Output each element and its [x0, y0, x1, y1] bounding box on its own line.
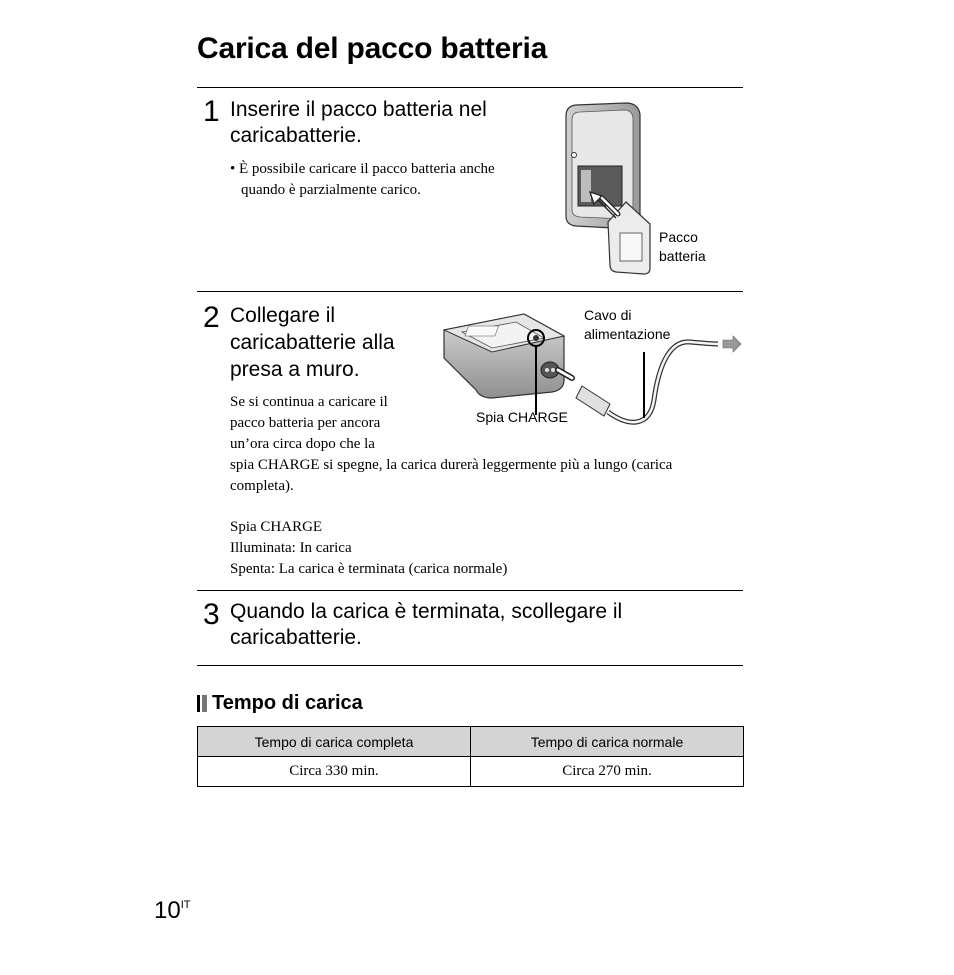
table-header-row: [198, 727, 744, 757]
page-title: Carica del pacco batteria: [197, 32, 548, 65]
step-1-number: 1: [203, 95, 220, 128]
divider: [197, 291, 743, 292]
step-1-heading: [230, 97, 487, 149]
step-2-text-line: completa).: [230, 478, 294, 494]
step-2-text-line: spia CHARGE si spegne, la carica durerà leggermente più a lungo (carica: [230, 457, 673, 473]
step-3-heading-line: caricabatterie.: [230, 626, 362, 649]
charge-time-title-text: Tempo di carica: [212, 692, 363, 714]
table-header-cell: Tempo di carica normale: [471, 727, 744, 757]
charge-lamp-status: [230, 517, 507, 580]
page-number-suffix: IT: [180, 899, 191, 911]
step-3-number: 3: [203, 598, 220, 631]
charge-time-section-title: [197, 692, 363, 715]
charge-lamp-label: Spia CHARGE: [476, 409, 568, 425]
power-cord-label-line: Cavo di: [584, 307, 632, 323]
step-1-heading-line: caricabatterie.: [230, 124, 362, 147]
divider: [197, 87, 743, 88]
page-number: [154, 897, 190, 925]
step-2-heading-line: presa a muro.: [230, 358, 360, 381]
charge-lamp-status-line: Illuminata: In carica: [230, 540, 352, 556]
step-2-heading: [230, 302, 395, 383]
step-2-heading-line: Collegare il: [230, 304, 336, 327]
table-header-cell: Tempo di carica completa: [198, 727, 471, 757]
charge-time-table: [197, 726, 744, 787]
page-number-value: 10: [154, 897, 181, 924]
step-2-text-line: un’ora circa dopo che la: [230, 436, 375, 452]
battery-pack-label-line: Pacco: [659, 229, 698, 245]
section-marker-icon: [197, 695, 207, 712]
table-cell: Circa 330 min.: [198, 757, 471, 787]
divider: [197, 665, 743, 666]
step-3-heading: [230, 599, 622, 651]
charge-lamp-status-line: Spia CHARGE: [230, 519, 323, 535]
step-1-note-line: • È possibile caricare il pacco batteria anche: [230, 161, 495, 177]
step-1-heading-line: Inserire il pacco batteria nel: [230, 98, 487, 121]
battery-pack-label: [659, 228, 706, 266]
step-3-heading-line: Quando la carica è terminata, scollegare il: [230, 600, 623, 623]
power-cord-label-line: alimentazione: [584, 326, 671, 342]
power-cord-label: [584, 306, 670, 344]
step-2-number: 2: [203, 301, 220, 334]
step-2-text-line: pacco batteria per ancora: [230, 415, 381, 431]
charge-lamp-status-line: Spenta: La carica è terminata (carica normale): [230, 561, 508, 577]
table-row: [198, 757, 744, 787]
table-cell: Circa 270 min.: [471, 757, 744, 787]
step-2-text-line: Se si continua a caricare il: [230, 394, 388, 410]
battery-pack-label-line: batteria: [659, 248, 706, 264]
step-2-heading-line: caricabatterie alla: [230, 331, 395, 354]
divider: [197, 590, 743, 591]
step-1-note: [230, 159, 495, 201]
charger-battery-illustration: [560, 100, 660, 280]
step-1-note-line: quando è parzialmente carico.: [241, 182, 421, 198]
